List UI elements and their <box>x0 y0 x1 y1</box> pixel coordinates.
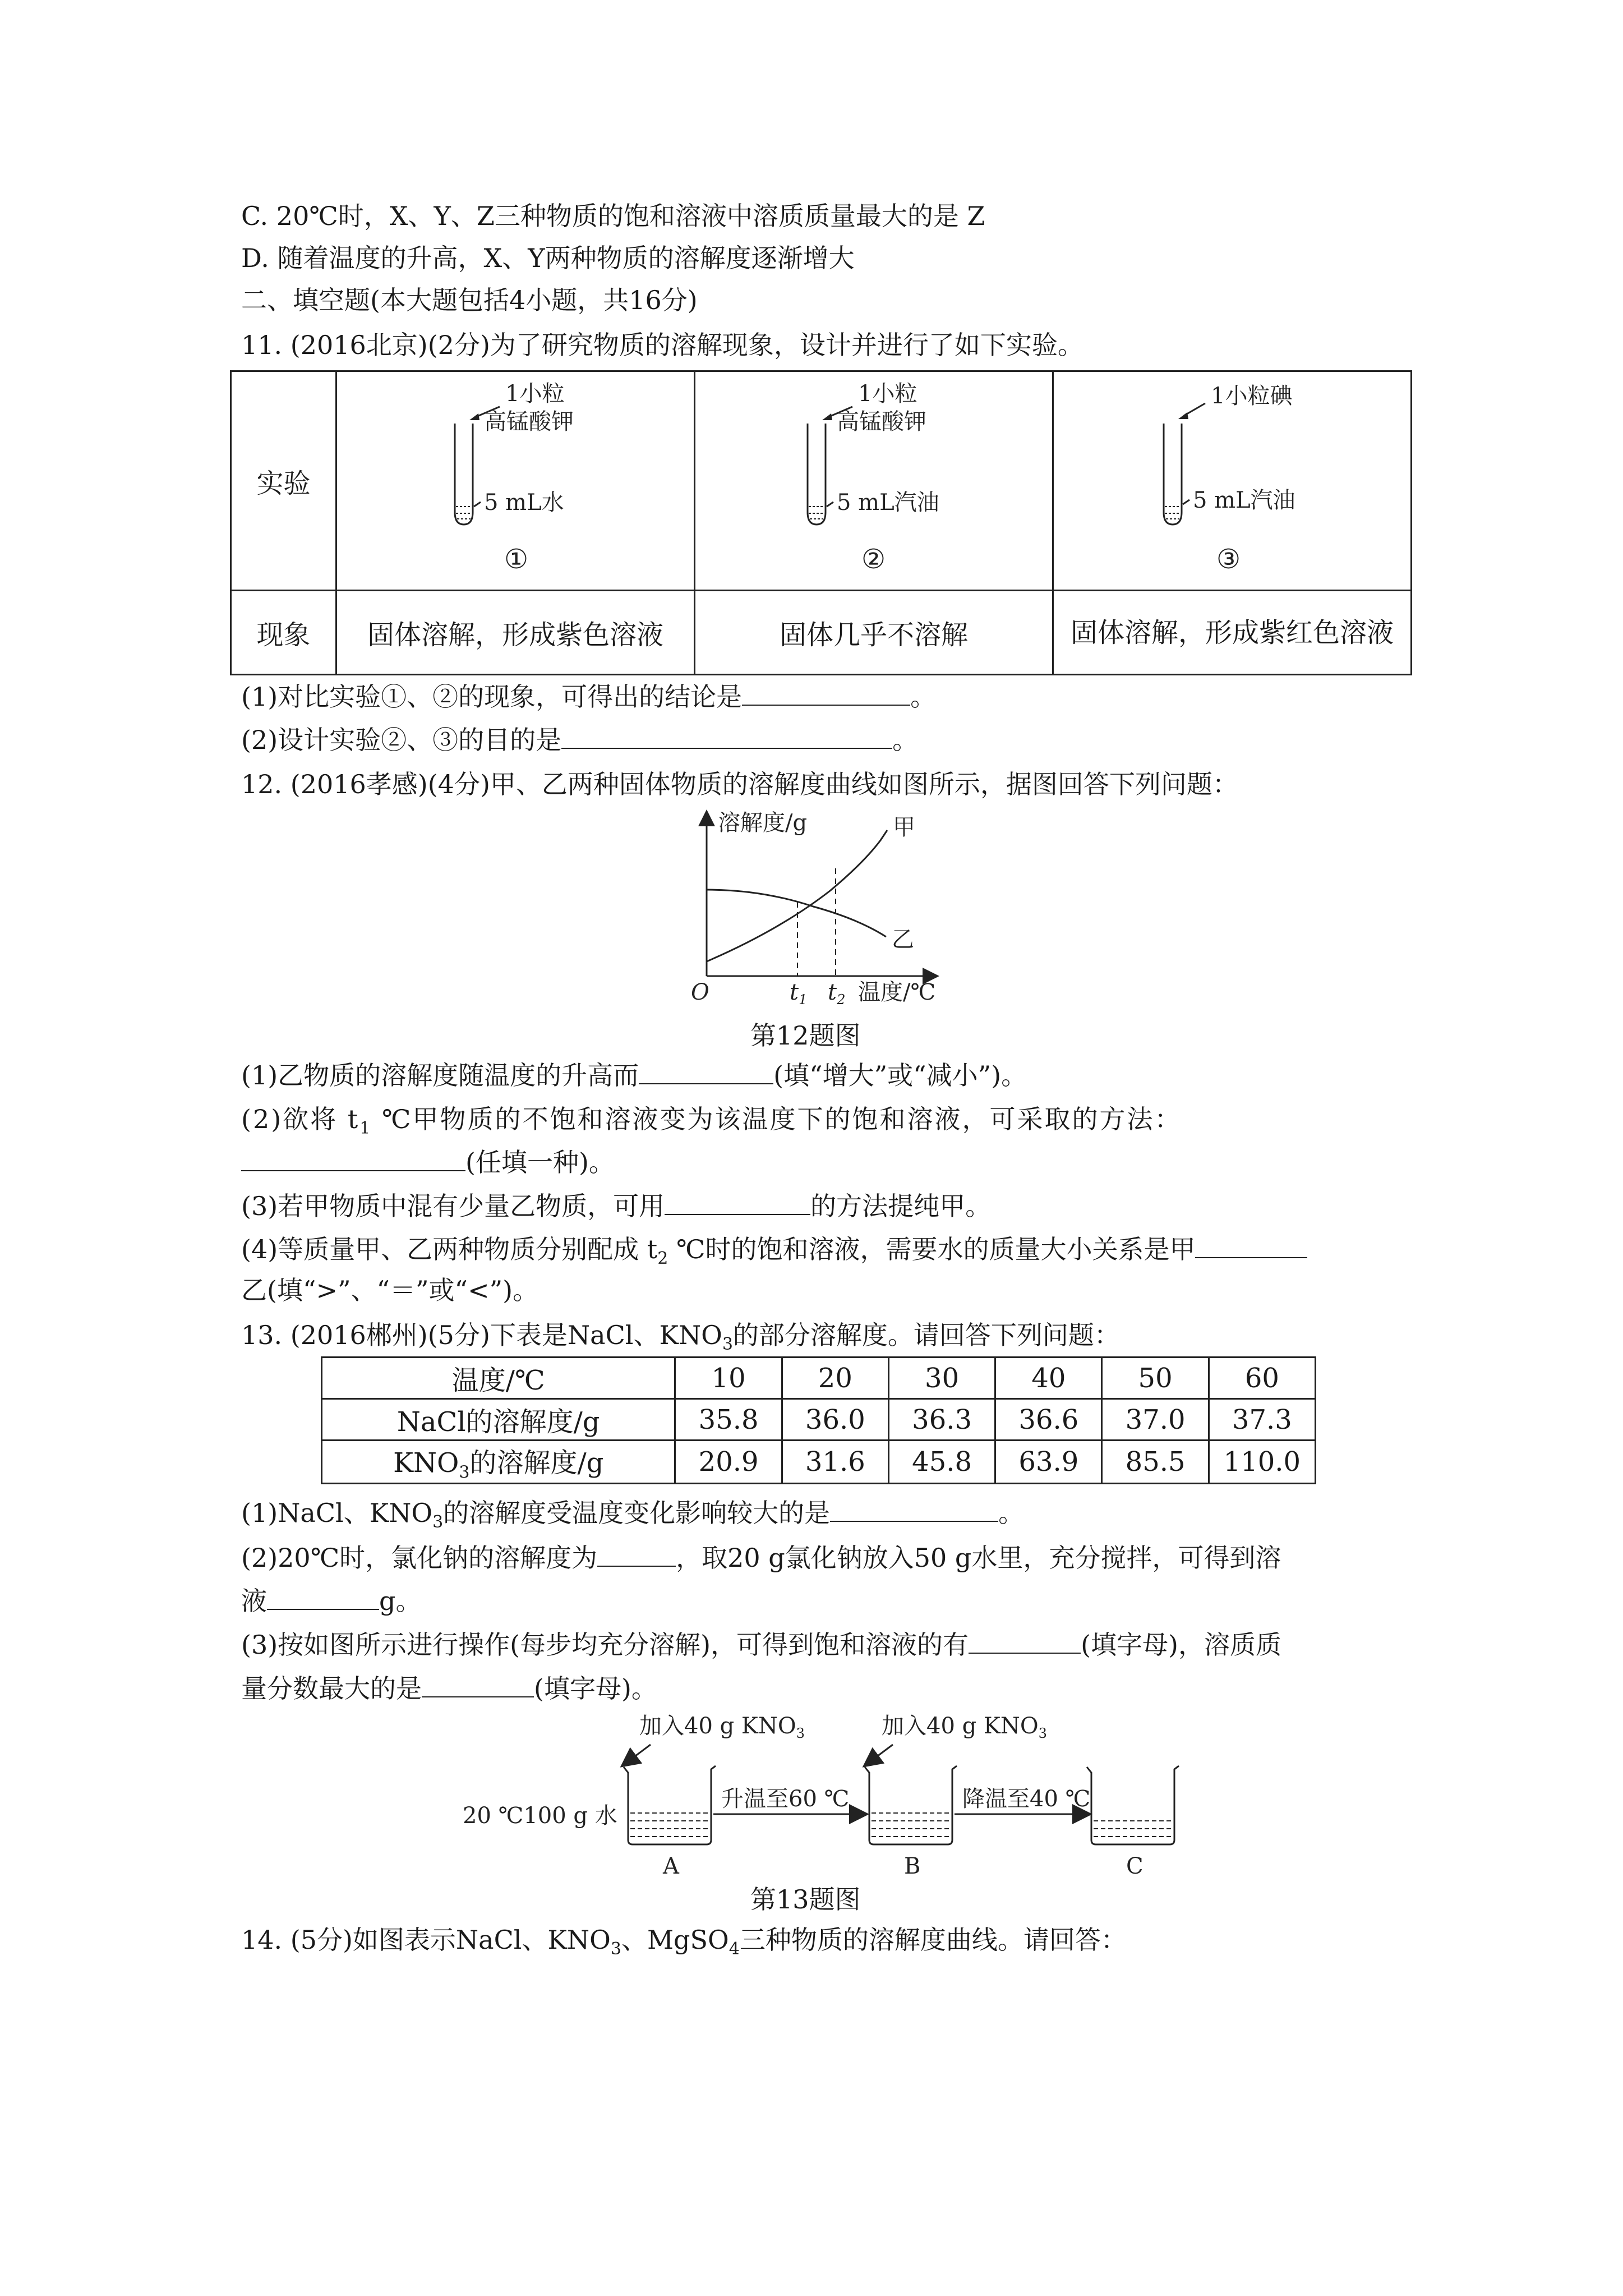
q13-part1: (1)NaCl、$KNO_3$的溶解度受温度变化影响较大的是 。 <box>241 1495 1024 1539</box>
experiment-3 <box>1053 371 1412 591</box>
q12-stem: 12. (2016孝感)(4分)甲、乙两种固体物质的溶解度曲线如图所示，据图回答下列问题： <box>241 769 1238 799</box>
experiment-2 <box>695 371 1053 591</box>
q12-solubility-graph <box>667 807 970 1014</box>
add-kno3-2: 加入40 g $KNO_3$ <box>882 1713 1047 1741</box>
q13-stem: 13. (2016郴州)(5分)下表是NaCl、$KNO_3$的部分溶解度。请回答下列问题： <box>241 1320 1120 1355</box>
q14-stem: 14. (5分)如图表示NaCl、$KNO_3$、MgSO$_4$三种物质的溶解度曲线。请回答： <box>241 1925 1127 1959</box>
answer-blank[interactable] <box>1195 1231 1307 1258</box>
phenomenon-1: 固体溶解，形成紫色溶液 <box>336 591 695 675</box>
q12-part3: (3)若甲物质中混有少量乙物质，可用 的方法提纯甲。 <box>241 1188 991 1223</box>
phenomenon-2: 固体几乎不溶解 <box>695 591 1053 675</box>
row-label-experiment: 实验 <box>231 371 336 591</box>
q13-table: 温度/℃ 10 20 30 40 50 60 NaCl的溶解度/g 35.8 36.0 36.3 36.6 37.0 37.3 $KNO_3$的溶解度/g 20.9 31.6 45.8 63.9 85.5 110.0 <box>321 1356 1316 1484</box>
header-temp: 温度/℃ <box>322 1358 675 1399</box>
y-axis-label: 溶解度/g <box>718 810 808 836</box>
curve-label-yi: 乙 <box>892 927 914 953</box>
section-heading: 二、填空题(本大题包括4小题，共16分) <box>241 285 698 315</box>
q13-part2-cont: 液 g。 <box>241 1583 421 1618</box>
phenomenon-3: 固体溶解，形成紫红色溶液 <box>1053 591 1412 675</box>
svg-text:1小粒: 1小粒 <box>505 381 565 407</box>
row-nacl: NaCl的溶解度/g 35.8 36.0 36.3 36.6 37.0 37.3 <box>322 1399 1316 1441</box>
svg-text:5 mL水: 5 mL水 <box>484 490 564 516</box>
experiment-1 <box>336 371 695 591</box>
answer-blank[interactable] <box>241 1144 465 1171</box>
svg-text:②: ② <box>861 544 886 575</box>
answer-blank[interactable] <box>267 1583 379 1610</box>
answer-blank[interactable] <box>561 722 892 749</box>
row-label-phenomenon: 现象 <box>231 591 336 675</box>
answer-blank[interactable] <box>830 1495 998 1522</box>
label-a: A <box>663 1853 679 1879</box>
add-kno3-1: 加入40 g $KNO_3$ <box>639 1713 805 1741</box>
answer-blank[interactable] <box>639 1057 773 1084</box>
q12-caption: 第12题图 <box>750 1020 861 1051</box>
q13-part3: (3)按如图所示进行操作(每步均充分溶解)，可得到饱和溶液的有 (填字母)，溶质质 <box>241 1627 1281 1662</box>
label-c: C <box>1126 1853 1144 1879</box>
test-tube-1 <box>337 372 694 590</box>
svg-text:1小粒碘: 1小粒碘 <box>1211 383 1293 409</box>
answer-blank[interactable] <box>742 679 910 706</box>
svg-text:①: ① <box>504 544 529 575</box>
option-d: D. 随着温度的升高，X、Y两种物质的溶解度逐渐增大 <box>241 243 855 273</box>
q13-caption: 第13题图 <box>750 1884 861 1915</box>
step2-label: 降温至40 ℃ <box>962 1786 1091 1812</box>
step1-label: 升温至60 ℃ <box>721 1786 850 1812</box>
answer-blank[interactable] <box>597 1540 676 1567</box>
start-label: 20 ℃100 g 水 <box>463 1803 617 1829</box>
label-b: B <box>904 1853 921 1879</box>
beaker-b <box>865 1766 957 1844</box>
option-c: C. 20℃时，X、Y、Z三种物质的饱和溶液中溶质质量最大的是 Z <box>241 201 985 231</box>
row-kno3: $KNO_3$的溶解度/g 20.9 31.6 45.8 63.9 85.5 110.0 <box>322 1441 1316 1484</box>
q13-beaker-diagram <box>460 1711 1200 1885</box>
x-axis-label: 温度/℃ <box>858 979 936 1005</box>
origin-label: O <box>691 979 709 1005</box>
svg-text:5 mL汽油: 5 mL汽油 <box>1193 487 1295 513</box>
tick-t1: $t_1$ <box>790 979 808 1007</box>
q11-stem: 11. (2016北京)(2分)为了研究物质的溶解现象，设计并进行了如下实验。 <box>241 330 1083 360</box>
answer-blank[interactable] <box>422 1671 534 1697</box>
svg-text:1小粒: 1小粒 <box>858 381 917 407</box>
svg-text:③: ③ <box>1216 544 1241 575</box>
svg-text:5 mL汽油: 5 mL汽油 <box>837 490 939 516</box>
q11-part1: (1)对比实验①、②的现象，可得出的结论是 。 <box>241 679 936 714</box>
q12-part4-cont: 乙(填“>”、“＝”或“<”)。 <box>241 1275 539 1305</box>
test-tube-2 <box>695 372 1052 590</box>
test-tube-3 <box>1054 372 1410 590</box>
q12-part1: (1)乙物质的溶解度随温度的升高而 (填“增大”或“减小”)。 <box>241 1057 1027 1092</box>
q12-part2-cont: (任填一种)。 <box>241 1144 615 1179</box>
answer-blank[interactable] <box>969 1627 1081 1654</box>
q13-part3-cont: 量分数最大的是 (填字母)。 <box>241 1671 657 1705</box>
q12-part2: (2)欲将 $t_1$ ℃甲物质的不饱和溶液变为该温度下的饱和溶液，可采取的方法： <box>241 1104 1182 1139</box>
beaker-c <box>1087 1766 1179 1844</box>
tick-t2: $t_2$ <box>828 979 846 1007</box>
q12-part4: (4)等质量甲、乙两种物质分别配成 $t_2$ ℃时的饱和溶液，需要水的质量大小关系是甲 <box>241 1231 1307 1276</box>
q11-part2: (2)设计实验②、③的目的是 。 <box>241 722 918 757</box>
svg-text:高锰酸钾: 高锰酸钾 <box>837 409 926 435</box>
q13-part2: (2)20℃时，氯化钠的溶解度为 ，取20 g氯化钠放入50 g水里，充分搅拌，可得到溶 <box>241 1540 1281 1575</box>
answer-blank[interactable] <box>665 1188 810 1215</box>
q11-table <box>230 370 1412 675</box>
beaker-a <box>624 1766 716 1844</box>
curve-label-jia: 甲 <box>893 815 915 840</box>
svg-text:高锰酸钾: 高锰酸钾 <box>484 409 574 435</box>
